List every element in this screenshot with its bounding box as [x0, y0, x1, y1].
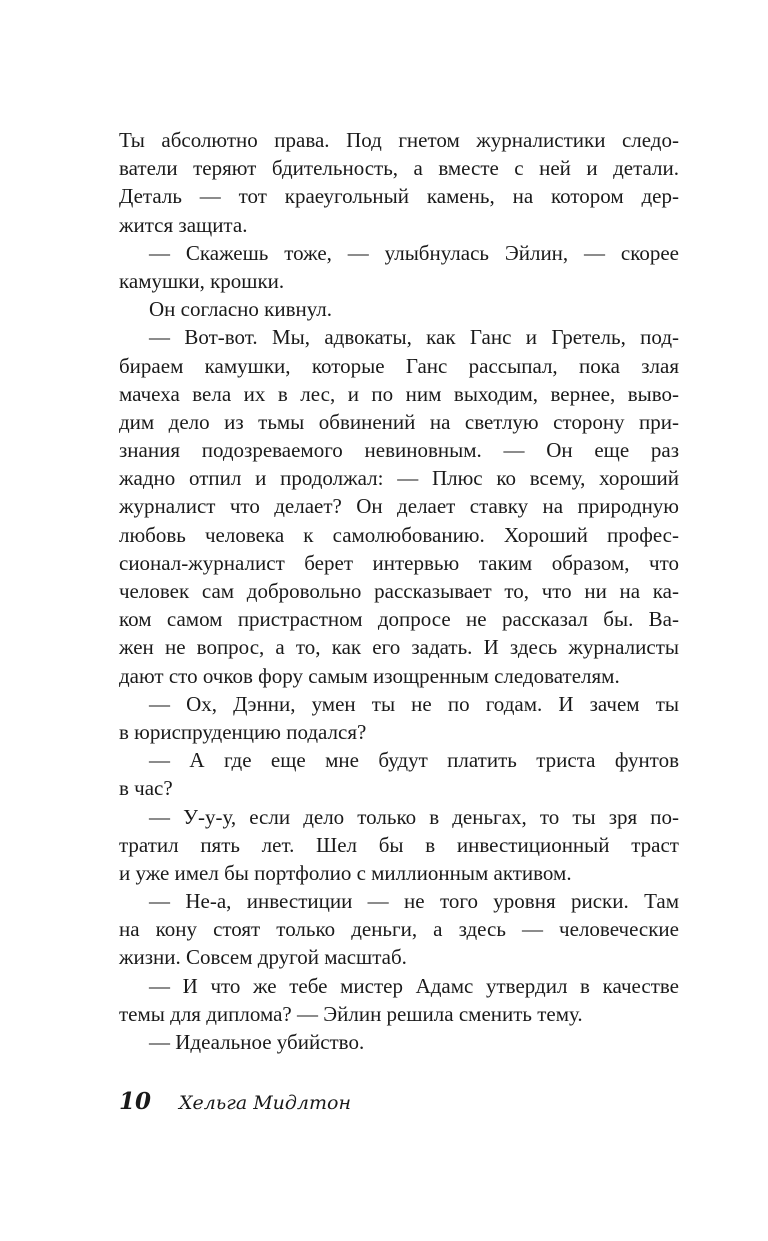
text-line: человек сам добровольно рассказывает то, что ни на ка- — [119, 579, 679, 603]
text-line: — У-у-у, если дело только в деньгах, то ты зря по- — [149, 804, 679, 829]
page-number: 10 — [119, 1088, 152, 1115]
text-line: — Не-а, инвестиции — не того уровня риски. Там — [149, 889, 679, 914]
text-line: дим дело из тьмы обвинений на светлую сторону при- — [119, 409, 679, 434]
text-line: на кону стоят только деньги, а здесь — человеческие — [119, 917, 679, 942]
text-line: в юриспруденцию подался? — [119, 719, 367, 744]
text-line: тратил пять лет. Шел бы в инвестиционный траст — [119, 832, 679, 857]
text-line: сионал-журналист берет интервью таким образом, что — [119, 550, 679, 575]
running-author: Хельга Мидлтон — [179, 1092, 351, 1114]
text-line: — Ох, Дэнни, умен ты не по годам. И зачем ты — [149, 691, 679, 716]
text-line: знания подозреваемого невиновным. — Он еще раз — [119, 438, 679, 463]
text-line: жадно отпил и продолжал: — Плюс ко всему, хороший — [119, 466, 679, 491]
text-line: — Вот-вот. Мы, адвокаты, как Ганс и Гретель, под- — [149, 325, 679, 350]
text-line: дают сто очков фору самым изощренным следователям. — [119, 663, 620, 688]
text-line: ком самом пристрастном допросе не рассказал бы. Ва- — [119, 607, 679, 632]
text-line: камушки, крошки. — [119, 268, 285, 293]
body-text — [119, 126, 679, 1056]
text-line: мачеха вела их в лес, и по ним выходим, вернее, выво- — [119, 381, 679, 406]
text-line: жится защита. — [119, 212, 248, 237]
text-line: в час? — [119, 776, 173, 801]
text-line: Деталь — тот краеугольный камень, на котором дер- — [119, 184, 679, 209]
text-line: бираем камушки, которые Ганс рассыпал, пока злая — [119, 353, 679, 378]
text-line: — А где еще мне будут платить триста фунтов — [149, 748, 679, 773]
text-line: и уже имел бы портфолио с миллионным активом. — [119, 860, 572, 885]
text-line: — Идеальное убийство. — [149, 1030, 365, 1054]
text-line: — Скажешь тоже, — улыбнулась Эйлин, — скорее — [149, 240, 679, 265]
text-line: Он согласно кивнул. — [149, 297, 333, 322]
text-line: — И что же тебе мистер Адамс утвердил в качестве — [149, 973, 679, 998]
text-line: темы для диплома? — Эйлин решила сменить тему. — [119, 1001, 583, 1026]
text-line: журналист что делает? Он делает ставку на природную — [119, 494, 679, 519]
text-line: Ты абсолютно права. Под гнетом журналистики следо- — [119, 128, 679, 152]
text-line: жен не вопрос, а то, как его задать. И здесь журналисты — [119, 635, 679, 660]
text-line: ватели теряют бдительность, а вместе с ней и детали. — [119, 156, 679, 181]
text-line: любовь человека к самолюбованию. Хороший профес- — [119, 522, 679, 547]
page-footer — [119, 1088, 351, 1115]
text-line: жизни. Совсем другой масштаб. — [119, 945, 407, 970]
